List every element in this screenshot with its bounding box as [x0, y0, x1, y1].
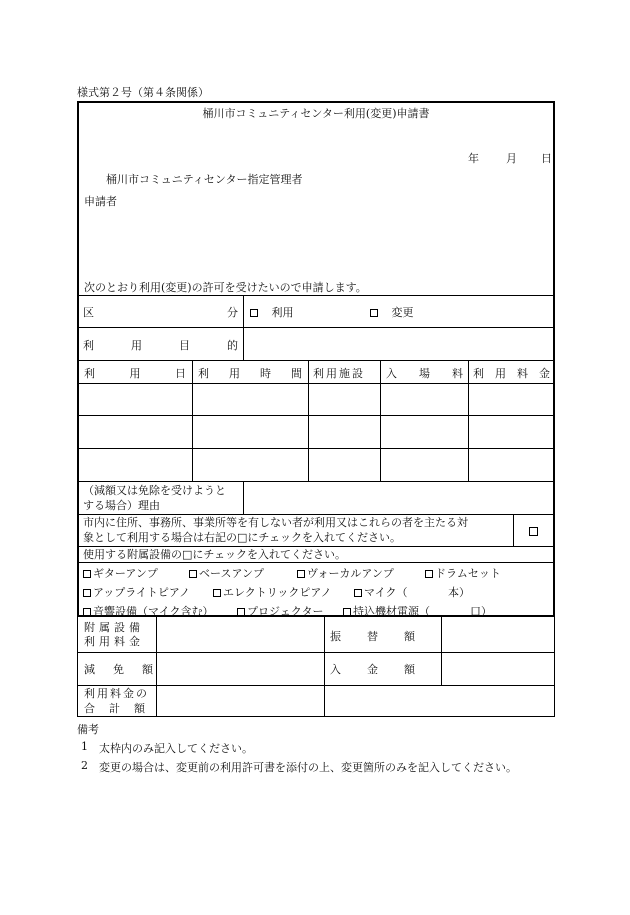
equip-power-unit: 口）	[470, 605, 492, 618]
equip-mic-unit: 本）	[448, 586, 470, 599]
date-month-label: 月	[506, 152, 517, 165]
header-facility: 利用施設	[313, 367, 365, 380]
remark-2-text: 変更の場合は、変更前の利用許可書を添付の上、変更箇所のみを記入してください。	[99, 761, 517, 774]
purpose-input[interactable]	[244, 328, 553, 359]
equip-mic[interactable]: マイク（	[354, 584, 408, 600]
header-usage-fee: 利 用 料 金	[473, 367, 550, 380]
equipment-instruction: 使用する附属設備の□にチェックを入れてください。	[83, 548, 347, 561]
usage-row-1[interactable]	[78, 384, 554, 415]
checkbox-change[interactable]	[370, 309, 378, 317]
addressee: 桶川市コミュニティセンター指定管理者	[106, 173, 303, 186]
applicant-label: 申請者	[84, 195, 117, 208]
usage-row-2[interactable]	[78, 416, 554, 448]
usage-row-3[interactable]	[78, 449, 554, 481]
remark-1-num: 1	[81, 740, 88, 753]
form-reference: 様式第２号（第４条関係）	[77, 86, 209, 99]
equip-upright-piano[interactable]: アップライトピアノ	[83, 584, 190, 600]
reduction-reason-label-line1: （減額又は免除を受けようと	[83, 484, 226, 497]
category-label: 区 分	[83, 306, 238, 319]
nonresident-note-line1: 市内に住所、事務所、事業所等を有しない者が利用又はこれらの者を主たる対	[83, 516, 468, 529]
reduction-reason-label-line2: する場合）理由	[83, 499, 160, 512]
header-usage-time: 利 用 時 間	[198, 367, 302, 380]
equip-vocal-amp[interactable]: ヴォーカルアンプ	[297, 565, 394, 581]
request-sentence: 次のとおり利用(変更)の許可を受けたいので申請します。	[84, 281, 367, 294]
nonresident-note-line2: 象として利用する場合は右記の□にチェックを入れてください。	[83, 531, 402, 544]
category-option-use[interactable]: 利用	[250, 304, 294, 320]
equipment-fee-label-line1: 附属設備	[84, 621, 144, 634]
header-usage-date: 利 用 日	[84, 367, 186, 380]
remark-1-text: 太枠内のみ記入してください。	[99, 742, 253, 755]
header-admission-fee: 入 場 料	[386, 367, 463, 380]
equip-projector[interactable]: プロジェクター	[237, 603, 324, 619]
equip-electric-piano[interactable]: エレクトリックピアノ	[213, 584, 331, 600]
reduction-amount-label: 減免額	[84, 663, 171, 676]
deposit-amount-label: 入金額	[330, 663, 441, 676]
reduction-reason-input[interactable]	[244, 482, 553, 513]
purpose-label: 利 用 目 的	[83, 339, 238, 352]
equip-power-outlet[interactable]: 持込機材電源（	[343, 603, 430, 619]
date-day-label: 日	[541, 152, 552, 165]
equip-guitar-amp[interactable]: ギターアンプ	[83, 565, 158, 581]
remark-2-num: 2	[81, 759, 88, 772]
equipment-fee-label-line2: 利用料金	[84, 635, 144, 648]
equip-bass-amp[interactable]: ベースアンプ	[189, 565, 264, 581]
transfer-amount-label: 振替額	[330, 630, 441, 643]
total-fee-label-line1: 利用料金の	[84, 687, 149, 700]
nonresident-checkbox[interactable]	[529, 524, 540, 537]
total-fee-label-line2: 合計額	[84, 702, 159, 715]
checkbox-use[interactable]	[250, 309, 258, 317]
equip-sound-system[interactable]: 音響設備（マイク含む）	[83, 603, 214, 619]
form-title: 桶川市コミュニティセンター利用(変更)申請書	[202, 107, 430, 120]
remarks-title: 備考	[77, 723, 99, 736]
date-year-label: 年	[468, 152, 479, 165]
equip-drum-set[interactable]: ドラムセット	[425, 565, 501, 581]
category-option-change[interactable]: 変更	[370, 304, 414, 320]
